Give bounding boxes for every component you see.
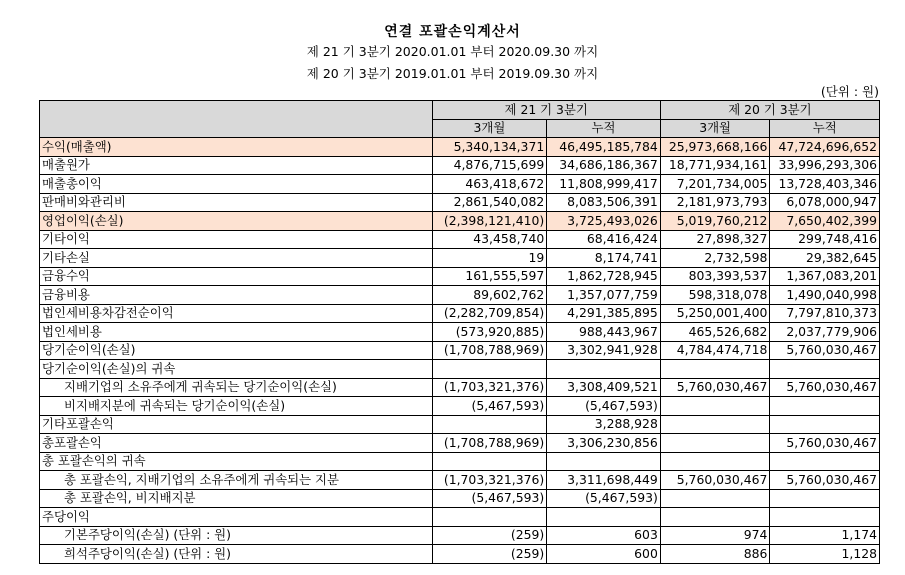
table-row [40,378,880,397]
prior-3m-value [660,360,770,379]
prior-cumulative-value [770,452,880,471]
table-row [40,267,880,286]
row-label: 총 포괄손익, 비지배지분 [40,489,433,508]
row-label: 법인세비용차감전순이익 [40,304,433,323]
prior-3m-value [660,452,770,471]
prior-cumulative-value: 6,078,000,947 [770,193,880,212]
row-label: 주당이익 [40,508,433,527]
table-row [40,545,880,564]
current-3m-value: 463,418,672 [432,175,547,194]
prior-cumulative-value [770,415,880,434]
row-label: 판매비와관리비 [40,193,433,212]
current-cumulative-value: (5,467,593) [547,397,661,416]
table-row [40,434,880,453]
prior-cumulative-value: 299,748,416 [770,230,880,249]
prior-3m-value [660,397,770,416]
current-cumulative-value: (5,467,593) [547,489,661,508]
prior-cumulative-value: 29,382,645 [770,249,880,268]
prior-cumulative-value [770,489,880,508]
table-row [40,526,880,545]
table-row [40,175,880,194]
current-cumulative-value: 3,306,230,856 [547,434,661,453]
prior-cumulative-value: 13,728,403,346 [770,175,880,194]
prior-3m-value: 2,181,973,793 [660,193,770,212]
current-3m-value: (1,708,788,969) [432,341,547,360]
row-label: 총 포괄손익, 지배기업의 소유주에게 귀속되는 지분 [40,471,433,490]
prior-3m-value: 27,898,327 [660,230,770,249]
header-row-1 [40,101,880,120]
row-label: 총포괄손익 [40,434,433,453]
row-label: 희석주당이익(손실) (단위 : 원) [40,545,433,564]
row-label: 기타손실 [40,249,433,268]
prior-3m-value: 598,318,078 [660,286,770,305]
current-cumulative-value: 1,357,077,759 [547,286,661,305]
row-label: 영업이익(손실) [40,212,433,231]
table-row [40,508,880,527]
header-prior-3m: 3개월 [660,119,770,138]
current-3m-value: (2,398,121,410) [432,212,547,231]
header-label-cell [40,101,433,138]
row-label: 기본주당이익(손실) (단위 : 원) [40,526,433,545]
current-3m-value: 43,458,740 [432,230,547,249]
current-3m-value: (573,920,885) [432,323,547,342]
prior-3m-value: 974 [660,526,770,545]
current-cumulative-value: 34,686,186,367 [547,156,661,175]
row-label: 당기순이익(손실) [40,341,433,360]
row-label: 기타이익 [40,230,433,249]
current-cumulative-value: 603 [547,526,661,545]
current-3m-value [432,452,547,471]
prior-cumulative-value [770,360,880,379]
prior-3m-value [660,434,770,453]
current-3m-value: 2,861,540,082 [432,193,547,212]
prior-cumulative-value: 1,128 [770,545,880,564]
current-3m-value: (259) [432,526,547,545]
prior-cumulative-value [770,508,880,527]
row-label: 금융비용 [40,286,433,305]
table-row [40,249,880,268]
current-3m-value: (5,467,593) [432,397,547,416]
current-3m-value: (1,703,321,376) [432,471,547,490]
prior-3m-value [660,489,770,508]
prior-3m-value: 4,784,474,718 [660,341,770,360]
table-row [40,193,880,212]
header-prior-period: 제 20 기 3분기 [660,101,879,120]
prior-cumulative-value: 2,037,779,906 [770,323,880,342]
header-current-cumulative: 누적 [547,119,661,138]
prior-cumulative-value: 5,760,030,467 [770,378,880,397]
row-label: 총 포괄손익의 귀속 [40,452,433,471]
table-row [40,397,880,416]
current-3m-value: 89,602,762 [432,286,547,305]
current-cumulative-value [547,508,661,527]
prior-3m-value: 2,732,598 [660,249,770,268]
prior-3m-value: 18,771,934,161 [660,156,770,175]
current-3m-value: 19 [432,249,547,268]
prior-cumulative-value: 1,490,040,998 [770,286,880,305]
current-cumulative-value [547,452,661,471]
current-3m-value: 4,876,715,699 [432,156,547,175]
table-row [40,156,880,175]
current-cumulative-value: 8,083,506,391 [547,193,661,212]
current-cumulative-value: 3,302,941,928 [547,341,661,360]
prior-cumulative-value: 5,760,030,467 [770,434,880,453]
current-cumulative-value [547,360,661,379]
prior-3m-value: 5,250,001,400 [660,304,770,323]
row-label: 당기순이익(손실)의 귀속 [40,360,433,379]
table-row [40,415,880,434]
table-row [40,212,880,231]
row-label: 법인세비용 [40,323,433,342]
current-cumulative-value: 4,291,385,895 [547,304,661,323]
table-row [40,489,880,508]
current-3m-value: (1,708,788,969) [432,434,547,453]
current-cumulative-value: 600 [547,545,661,564]
prior-3m-value: 465,526,682 [660,323,770,342]
current-cumulative-value: 11,808,999,417 [547,175,661,194]
table-row [40,304,880,323]
row-label: 매출원가 [40,156,433,175]
income-statement-table [39,100,880,564]
current-cumulative-value: 3,725,493,026 [547,212,661,231]
current-cumulative-value: 3,288,928 [547,415,661,434]
row-label: 수익(매출액) [40,138,433,157]
current-cumulative-value: 68,416,424 [547,230,661,249]
prior-cumulative-value: 7,650,402,399 [770,212,880,231]
prior-3m-value: 5,760,030,467 [660,471,770,490]
prior-3m-value: 25,973,668,166 [660,138,770,157]
prior-cumulative-value: 5,760,030,467 [770,341,880,360]
prior-3m-value [660,415,770,434]
prior-3m-value: 5,760,030,467 [660,378,770,397]
period-prior: 제 20 기 3분기 2019.01.01 부터 2019.09.30 까지 [306,66,599,81]
row-label: 기타포괄손익 [40,415,433,434]
current-cumulative-value: 3,311,698,449 [547,471,661,490]
current-3m-value: (1,703,321,376) [432,378,547,397]
prior-cumulative-value [770,397,880,416]
current-cumulative-value: 3,308,409,521 [547,378,661,397]
current-3m-value: 161,555,597 [432,267,547,286]
unit-note: (단위 : 원) [820,84,879,99]
row-label: 비지배지분에 귀속되는 당기순이익(손실) [40,397,433,416]
prior-cumulative-value: 5,760,030,467 [770,471,880,490]
current-3m-value: (2,282,709,854) [432,304,547,323]
row-label: 지배기업의 소유주에게 귀속되는 당기순이익(손실) [40,378,433,397]
table-row [40,230,880,249]
table-row [40,452,880,471]
prior-3m-value [660,508,770,527]
prior-cumulative-value: 33,996,293,306 [770,156,880,175]
current-3m-value: (5,467,593) [432,489,547,508]
prior-cumulative-value: 1,367,083,201 [770,267,880,286]
row-label: 매출총이익 [40,175,433,194]
table-row [40,286,880,305]
prior-cumulative-value: 7,797,810,373 [770,304,880,323]
period-current: 제 21 기 3분기 2020.01.01 부터 2020.09.30 까지 [306,44,599,59]
statement-title: 연결 포괄손익계산서 [384,24,521,40]
current-3m-value: 5,340,134,371 [432,138,547,157]
current-3m-value [432,508,547,527]
prior-cumulative-value: 47,724,696,652 [770,138,880,157]
current-3m-value [432,415,547,434]
table-row [40,341,880,360]
row-label: 금융수익 [40,267,433,286]
current-3m-value: (259) [432,545,547,564]
header-current-period: 제 21 기 3분기 [432,101,660,120]
prior-cumulative-value: 1,174 [770,526,880,545]
table-row [40,471,880,490]
current-cumulative-value: 1,862,728,945 [547,267,661,286]
prior-3m-value: 5,019,760,212 [660,212,770,231]
current-cumulative-value: 46,495,185,784 [547,138,661,157]
prior-3m-value: 886 [660,545,770,564]
table-row [40,360,880,379]
header-prior-cumulative: 누적 [770,119,880,138]
current-cumulative-value: 8,174,741 [547,249,661,268]
current-cumulative-value: 988,443,967 [547,323,661,342]
prior-3m-value: 7,201,734,005 [660,175,770,194]
header-current-3m: 3개월 [432,119,547,138]
table-row [40,138,880,157]
prior-3m-value: 803,393,537 [660,267,770,286]
table-row [40,323,880,342]
current-3m-value [432,360,547,379]
